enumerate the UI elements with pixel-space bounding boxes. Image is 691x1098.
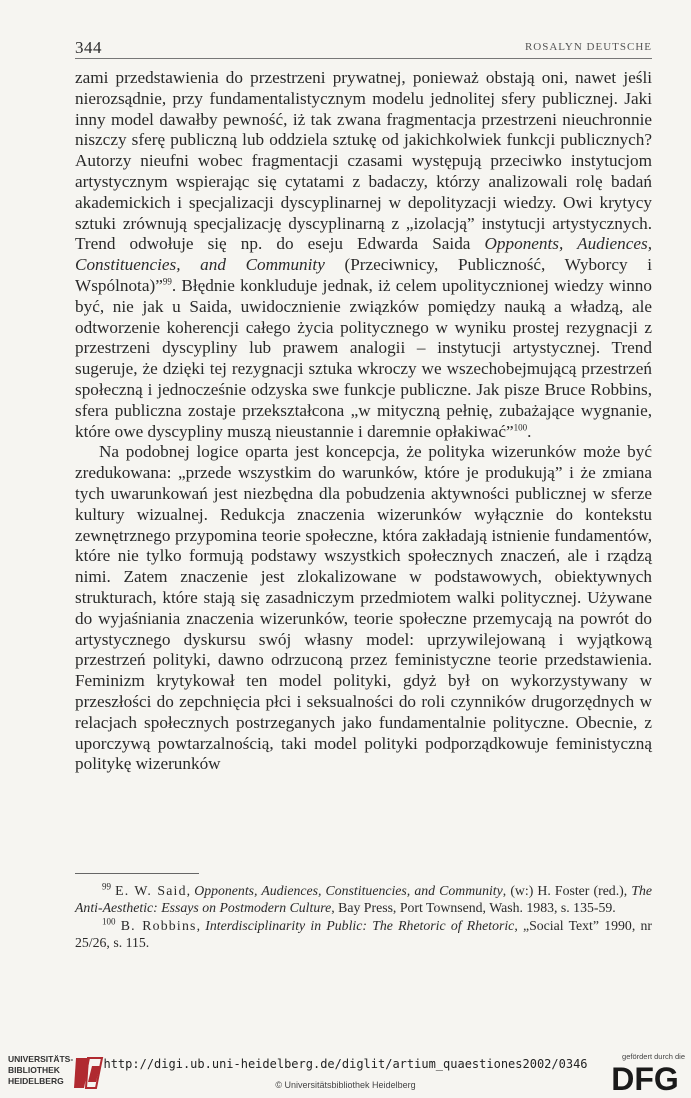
paragraph-1-text-a: zami przedstawienia do przestrzeni prywatnej, ponieważ obstają oni, nawet jeśli nierozsądnie, przy fundamentalistycznym modelu jednolitej sfery publicznej. Jaki inny model dawałby pewność, iż tak zwana fragmentacja przestrzeni nieuchronnie niszczy sferę publiczną lub oddziela sztukę od jakichkolwiek funkcji publicznych? Autorzy nieufni wobec fragmentacji czasami występują przeciwko instytucjom artystycznym wspierając się cytatami z badaczy, którzy analizowali rolę badań akademickich i specjalizacji dyscyplinarnej w depolityzacji wiedzy. Owi krytycy sztuki zrównują specjalizację dyscyplinarną z „izolacją” instytucji artystycznych. Trend odwołuje się np. do eseju Edwarda Saida — [75, 68, 652, 254]
footnote-separator: , — [196, 917, 206, 933]
body-text — [75, 68, 652, 775]
running-head: ROSALYN DEUTSCHE — [524, 41, 652, 53]
dfg-logo-icon — [605, 1062, 685, 1094]
footnote-number: 99 — [102, 881, 111, 892]
footnote-number: 100 — [102, 916, 116, 927]
dfg-logo-text: DFG — [611, 1062, 679, 1094]
footnote-ref-100[interactable]: 100 — [513, 421, 528, 432]
footnote-rest: , Bay Press, Port Townsend, Wash. 1983, s. 135-59. — [331, 900, 616, 916]
page-header — [75, 38, 652, 59]
source-url-link[interactable]: http://digi.ub.uni-heidelberg.de/diglit/artium_quaestiones2002/0346 — [103, 1057, 588, 1071]
footnote-99 — [75, 882, 652, 917]
footnote-title: Interdisciplinarity in Public: The Rhetoric of Rhetoric — [205, 917, 515, 933]
footnotes — [75, 882, 652, 952]
footnote-rest: , „Social Text” 1990, nr 25/26, s. 115. — [75, 917, 652, 951]
dfg-logo[interactable] — [603, 1052, 685, 1096]
footnote-title: Opponents, Audiences, Constituencies, and Community — [194, 883, 503, 898]
footnote-100 — [75, 917, 652, 952]
footnote-author: E. W. Said — [115, 883, 187, 898]
paragraph-1-text-d: . — [527, 421, 532, 441]
footnote-book: The Anti-Aesthetic: Essays on Postmodern Culture — [75, 883, 653, 916]
footer — [0, 1044, 691, 1098]
footnote-author: B. Robbins — [120, 917, 197, 933]
page-number: 344 — [75, 38, 102, 57]
copyright-notice: © Universitätsbibliothek Heidelberg — [275, 1080, 416, 1090]
footnote-divider — [75, 873, 199, 874]
dfg-caption: gefördert durch die — [622, 1052, 685, 1061]
footnote-ref-99[interactable]: 99 — [162, 276, 172, 287]
paragraph-1-text-c: . Błędnie konkluduje jednak, iż celem upolitycznionej wiedzy winno być, nie jak u Saida, uwidocznienie związków pomiędzy nauką a władzą, ale odtworzenie koherencji całego życia politycznego w wyniku prostej rezygnacji z przestrzeni dyscypliny lub prawem analogii – instytucji artystycznej. Trend sugeruje, że dzięki tej rezygnacji sztuka wkroczy we wszechobejmującą przestrzeń społeczną i jednocześnie odzyska swe funkcje publiczne. Jak pisze Bruce Robbins, sfera publiczna zostaje przekształcona „w mityczną pełnię, zubażające wygnanie, które owe dyscypliny muszą nieustannie i daremnie opłakiwać” — [75, 275, 652, 441]
paragraph-2: Na podobnej logice oparta jest koncepcja, że polityka wizerunków może być zredukowana: „przede wszystkim do warunków, które je produkują” i że zmiana tych uwarunkowań jest niezbędna dla pobudzenia aktywności publicznej w sferze kultury wizualnej. Redukcja znaczenia wizerunków wyłącznie do kontekstu zewnętrznego przypomina teorie społeczne, która zakładają istnienie fundamentów, które nie tylko formują podstawy wszystkich społecznych znaczeń, ale i rządzą nimi. Zatem znaczenie jest zlokalizowane w podstawowych, obiektywnych strukturach, które stają się zasadniczym przedmiotem walki politycznej. Używane do wyjaśniania znaczenia wizerunków, teorie społeczne przemycają na powrót do artystycznego dyskursu swój własny model: uprzywilejowaną i wyjątkową przestrzeń polityki, dawno odrzuconą przez feministyczne teorie przedstawienia. Feminizm krytykował ten model polityki, gdyż był on wykorzystywany w przeszłości do zepchnięcia płci i seksualności do roli czynników drugorzędnych w relacjach społecznych postrzeganych jako fundamentalnie polityczne. Obecnie, z uporczywą powtarzalnością, taki model polityki podporządkowuje feministyczną politykę wizerunków — [75, 442, 652, 774]
essay-title: Opponents, Audiences, Constituencies, and Community — [75, 234, 652, 275]
university-library-name: UNIVERSITÄTS- BIBLIOTHEK HEIDELBERG — [8, 1054, 74, 1086]
paragraph-1 — [75, 68, 652, 442]
paragraph-1-text-b: (Przeciwnicy, Publiczność, Wyborcy i Wspólnota)” — [75, 255, 652, 295]
footnote-separator: , — [186, 883, 195, 898]
footnote-middle: , (w:) H. Foster (red.), — [502, 883, 632, 898]
